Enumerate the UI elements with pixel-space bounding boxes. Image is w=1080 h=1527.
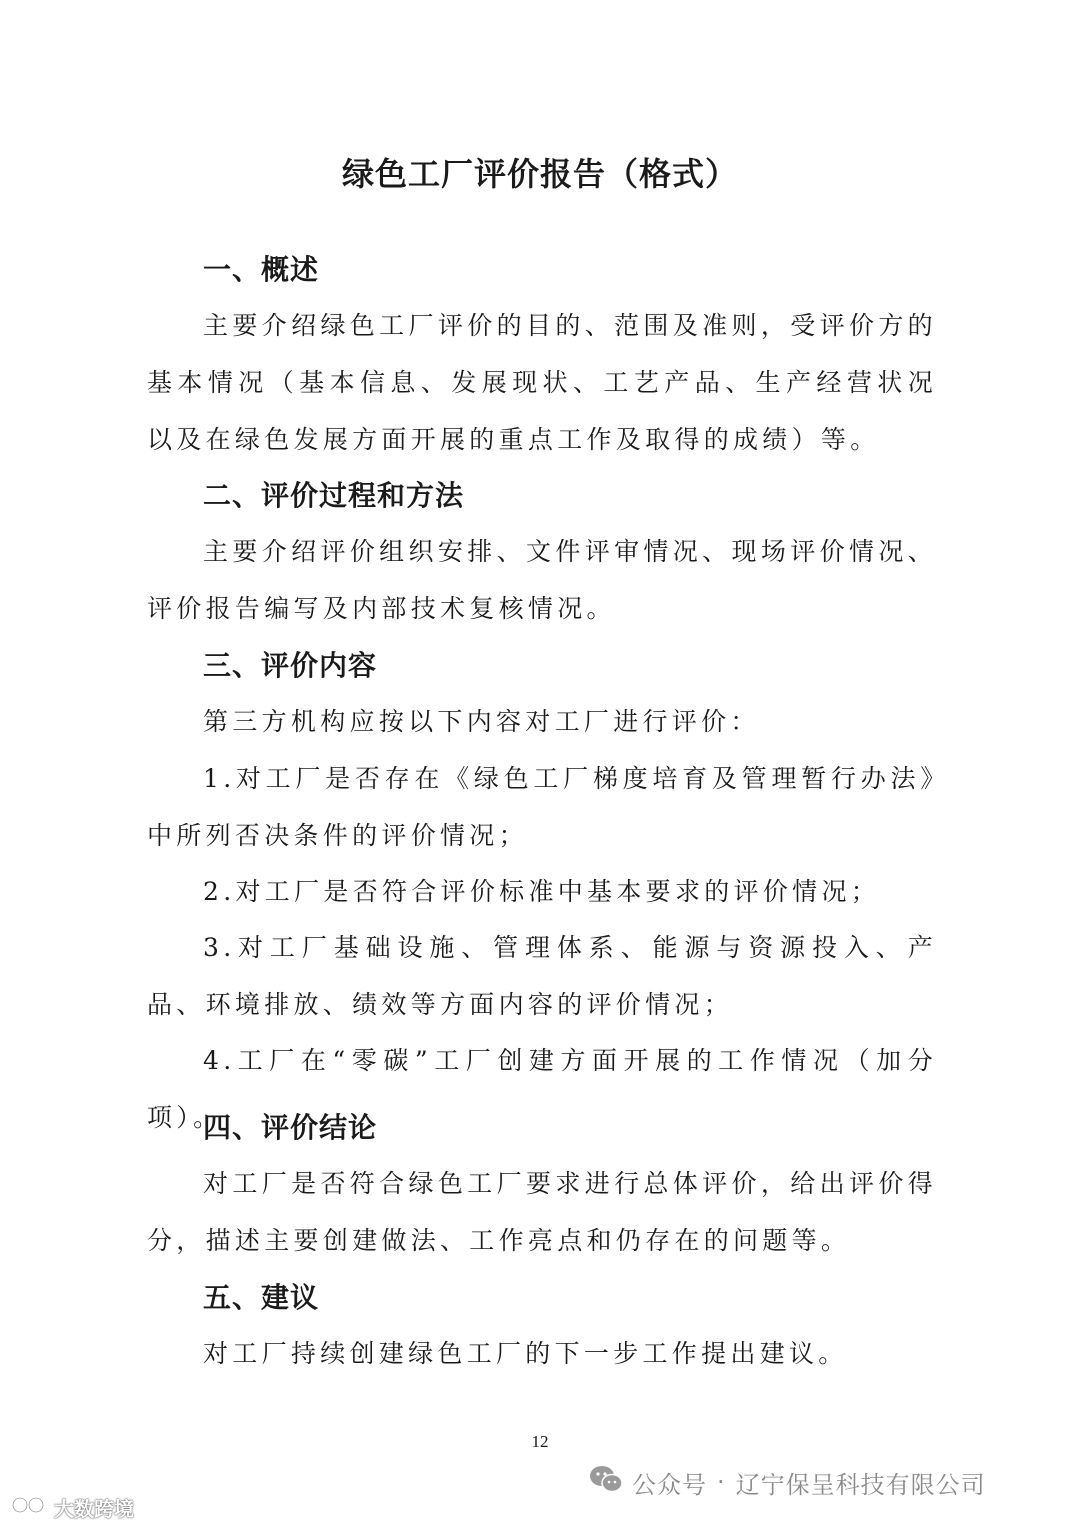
- page-number: 12: [531, 1432, 549, 1451]
- section-heading-suggestions: 五、建议: [203, 1281, 320, 1314]
- source-watermark: [10, 1490, 134, 1524]
- paragraph-content-item-1: 1.对工厂是否存在《绿色工厂梯度培育及管理暂行办法》中所列否决条件的评价情况；: [147, 764, 937, 850]
- paragraph-process: 主要介绍评价组织安排、文件评审情况、现场评价情况、评价报告编写及内部技术复核情况。: [147, 537, 937, 623]
- section-heading-process: 二、评价过程和方法: [203, 479, 465, 512]
- paragraph-overview: 主要介绍绿色工厂评价的目的、范围及准则，受评价方的基本情况（基本信息、发展现状、工艺产品、生产经营状况以及在绿色发展方面开展的重点工作及取得的成绩）等。: [147, 311, 937, 454]
- account-name: 辽宁保呈科技有限公司: [735, 1470, 986, 1499]
- paragraph-suggestions: 对工厂持续创建绿色工厂的下一步工作提出建议。: [203, 1339, 848, 1368]
- separator: ·: [717, 1468, 726, 1496]
- section-heading-overview: 一、概述: [203, 253, 320, 286]
- document-title: 绿色工厂评价报告（格式）: [341, 155, 738, 193]
- watermark-text: 大数跨境: [54, 1496, 134, 1521]
- paragraph-content-item-3: 3.对工厂基础设施、管理体系、能源与资源投入、产品、环境排放、绩效等方面内容的评价情况；: [147, 933, 937, 1019]
- wechat-prefix: 公众号: [632, 1470, 707, 1499]
- section-heading-content: 三、评价内容: [203, 649, 378, 682]
- paragraph-conclusion: 对工厂是否符合绿色工厂要求进行总体评价，给出评价得分，描述主要创建做法、工作亮点和仍存在的问题等。: [147, 1169, 937, 1255]
- wechat-attribution: [588, 1462, 986, 1502]
- paragraph-content-item-4: 4.工厂在“零碳”工厂创建方面开展的工作情况（加分项）。: [147, 1046, 937, 1132]
- wechat-icon: [588, 1464, 632, 1500]
- paragraph-content-intro: 第三方机构应按以下内容对工厂进行评价：: [203, 707, 760, 736]
- watermark-logo-icon: [10, 1492, 54, 1523]
- section-heading-conclusion: 四、评价结论: [203, 1111, 378, 1144]
- paragraph-content-item-2: 2.对工厂是否符合评价标准中基本要求的评价情况；: [203, 877, 881, 906]
